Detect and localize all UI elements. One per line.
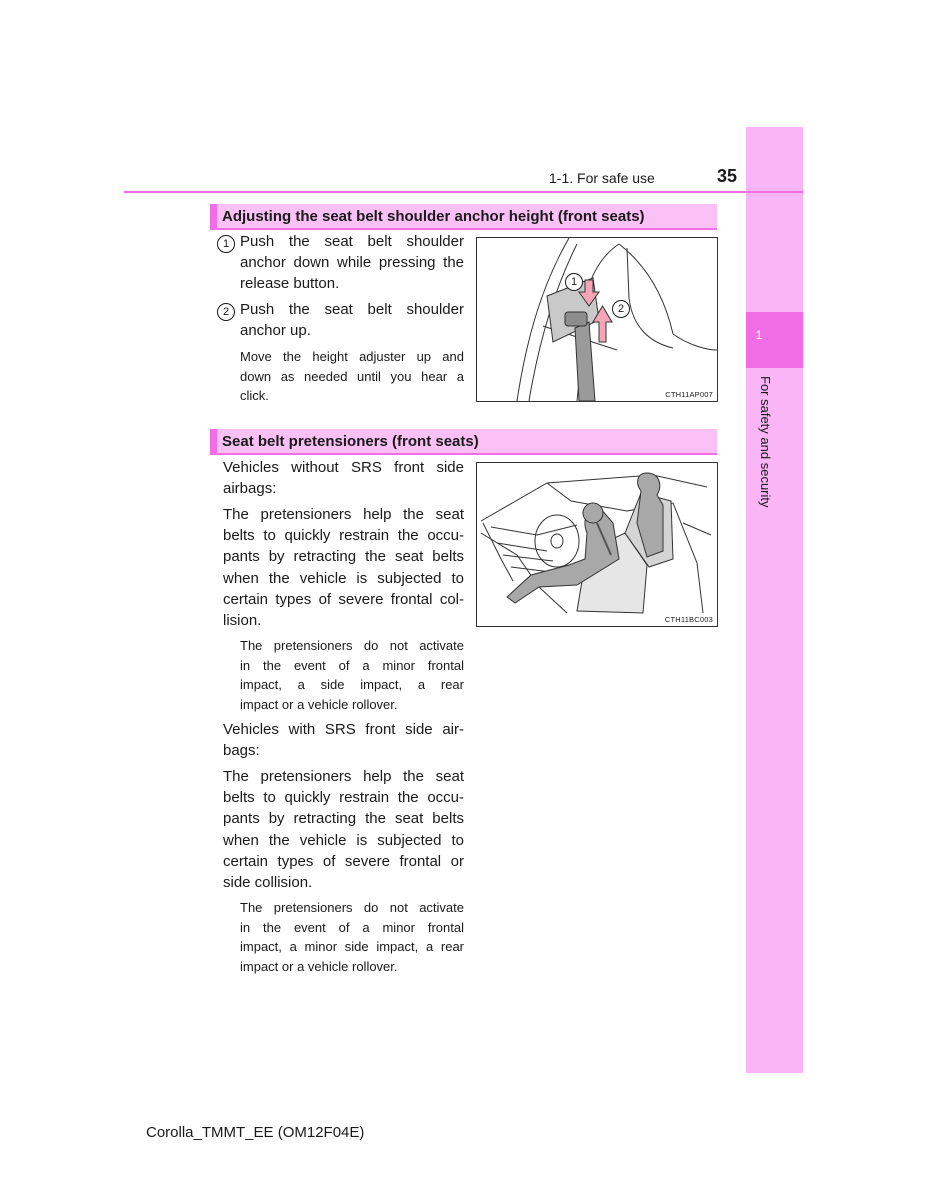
side-tab-strip <box>746 127 803 1073</box>
block2-body <box>223 766 464 893</box>
shoulder-anchor-figure <box>476 237 718 402</box>
text-line: impact, a side impact, a rear <box>240 677 464 693</box>
step-2-note <box>240 347 464 406</box>
page-number: 35 <box>717 166 738 186</box>
text-line: bags: <box>223 742 260 760</box>
text-line: airbags: <box>223 480 277 498</box>
section-label: 1-1. For safe use <box>549 170 655 186</box>
figure-code: CTH11BC003 <box>664 615 713 624</box>
callout-1: 1 <box>565 273 583 291</box>
text-line: lision. <box>223 612 262 630</box>
step-marker-1: 1 <box>217 235 235 253</box>
text-line: in the event of a minor frontal <box>240 657 464 673</box>
footer-doc-id: Corolla_TMMT_EE (OM12F04E) <box>146 1124 365 1141</box>
heading-accent-bar <box>210 429 217 455</box>
text-line: The pretensioners help the seat <box>223 506 464 523</box>
step-marker-2: 2 <box>217 303 235 321</box>
header-rule <box>124 191 803 193</box>
section-heading-pretensioners <box>210 429 717 455</box>
block1-note <box>240 636 464 714</box>
figure-code: CTH11AP007 <box>665 390 713 399</box>
text-line: release button. <box>240 275 340 293</box>
text-line: when the vehicle is subjected to <box>223 569 464 587</box>
text-line: Move the height adjuster up and <box>240 349 464 364</box>
callout-2: 2 <box>612 300 630 318</box>
block1-body <box>223 504 464 631</box>
text-line: The pretensioners help the seat <box>223 768 464 785</box>
text-line: certain types of severe frontal col- <box>223 590 464 608</box>
section-heading-anchor-height <box>210 204 717 230</box>
text-line: impact or a vehicle rollover. <box>240 958 398 974</box>
shoulder-anchor-illustration <box>477 238 717 401</box>
step-1-text <box>240 231 464 295</box>
chapter-number: 1 <box>755 328 763 342</box>
text-line: The pretensioners do not activate <box>240 900 464 915</box>
section-heading-text: Adjusting the seat belt shoulder anchor height (front seats) <box>222 208 645 225</box>
pretensioner-figure <box>476 462 718 627</box>
text-line: certain types of severe frontal or <box>223 852 464 870</box>
block2-note <box>240 898 464 976</box>
text-line: anchor down while pressing the <box>240 254 464 272</box>
text-line: Vehicles without SRS front side <box>223 459 464 476</box>
chapter-title: For safety and security <box>758 376 773 508</box>
section-heading-text: Seat belt pretensioners (front seats) <box>222 433 479 450</box>
text-line: click. <box>240 388 269 404</box>
pretensioner-illustration <box>477 463 717 626</box>
text-line: Push the seat belt shoulder <box>240 233 464 250</box>
text-line: when the vehicle is subjected to <box>223 831 464 849</box>
text-line: The pretensioners do not activate <box>240 638 464 653</box>
text-line: side collision. <box>223 874 313 892</box>
block1-intro <box>223 457 464 499</box>
heading-accent-bar <box>210 204 217 230</box>
text-line: impact or a vehicle rollover. <box>240 696 398 712</box>
text-line: in the event of a minor frontal <box>240 919 464 935</box>
text-line: anchor up. <box>240 322 311 340</box>
block2-intro <box>223 719 464 761</box>
text-line: Push the seat belt shoulder <box>240 301 464 318</box>
text-line: pants by retracting the seat belts <box>223 810 464 828</box>
text-line: Vehicles with SRS front side air- <box>223 721 464 738</box>
step-2-text <box>240 299 464 341</box>
text-line: belts to quickly restrain the occu- <box>223 527 464 545</box>
text-line: down as needed until you hear a <box>240 368 464 384</box>
text-line: pants by retracting the seat belts <box>223 548 464 566</box>
text-line: belts to quickly restrain the occu- <box>223 789 464 807</box>
text-line: impact, a minor side impact, a rear <box>240 939 464 955</box>
